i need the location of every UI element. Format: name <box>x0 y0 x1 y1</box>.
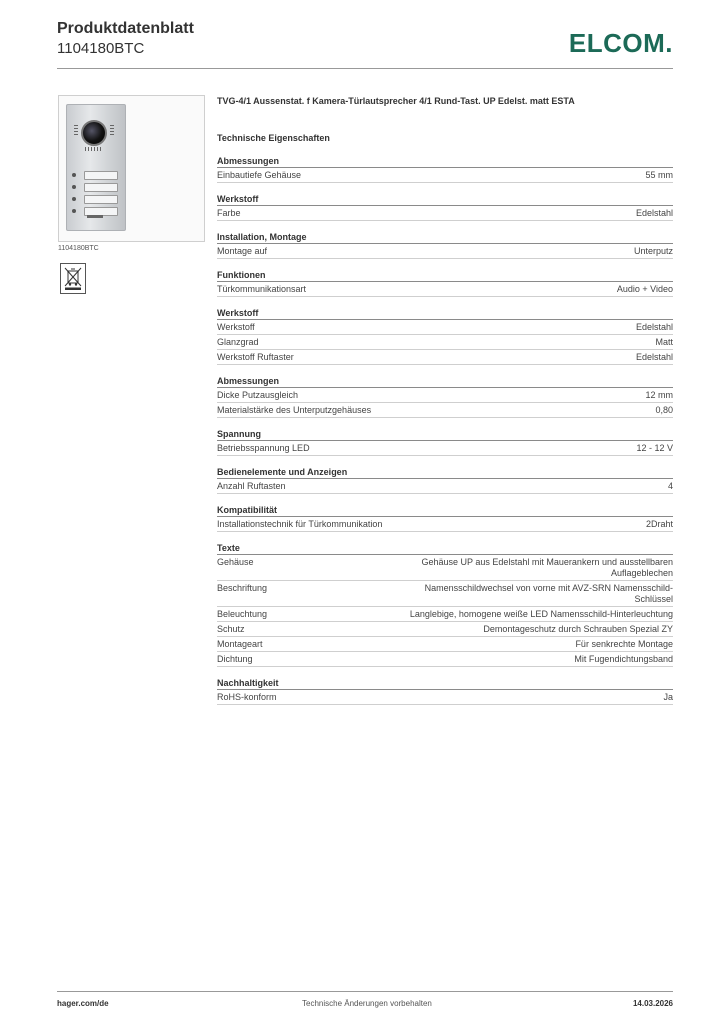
speaker-grille-icon <box>110 125 114 137</box>
property-label: RoHS-konform <box>217 692 277 702</box>
footer-website: hager.com/de <box>57 999 109 1008</box>
product-details <box>217 95 673 705</box>
property-groups <box>217 155 673 705</box>
property-row <box>217 168 673 183</box>
property-row <box>217 622 673 637</box>
property-group <box>217 677 673 705</box>
property-label: Farbe <box>217 208 241 218</box>
property-row <box>217 335 673 350</box>
document-title: Produktdatenblatt <box>57 20 194 37</box>
bell-button <box>72 171 118 179</box>
article-number: 1104180BTC <box>57 40 145 57</box>
property-value: Ja <box>663 692 673 702</box>
group-title: Nachhaltigkeit <box>217 677 673 690</box>
property-value: Unterputz <box>633 246 673 256</box>
property-row <box>217 244 673 259</box>
group-title: Abmessungen <box>217 155 673 168</box>
group-title: Werkstoff <box>217 193 673 206</box>
property-label: Einbautiefe Gehäuse <box>217 170 302 180</box>
property-value: 2Draht <box>645 519 673 529</box>
property-value: Demontageschutz durch Schrauben Spezial ZY <box>483 624 673 634</box>
property-label: Schutz <box>217 624 245 634</box>
property-value: 55 mm <box>645 170 673 180</box>
property-row <box>217 581 673 607</box>
image-caption: 1104180BTC <box>58 245 99 252</box>
property-label: Gehäuse <box>217 557 254 567</box>
property-group <box>217 155 673 183</box>
property-label: Installationstechnik für Türkommunikation <box>217 519 383 529</box>
property-row <box>217 403 673 418</box>
property-label: Betriebsspannung LED <box>217 443 310 453</box>
group-title: Spannung <box>217 428 673 441</box>
property-row <box>217 320 673 335</box>
property-row <box>217 388 673 403</box>
speaker-grille-icon <box>74 125 78 137</box>
section-title: Technische Eigenschaften <box>217 133 330 143</box>
property-row <box>217 607 673 622</box>
crossed-out-bin-icon <box>60 263 86 294</box>
elcom-logo: ELCOM. <box>568 28 673 58</box>
property-value: 0,80 <box>655 405 673 415</box>
group-title: Abmessungen <box>217 375 673 388</box>
property-label: Montageart <box>217 639 263 649</box>
property-value: Edelstahl <box>635 352 673 362</box>
header-divider <box>57 68 673 69</box>
property-value: Matt <box>655 337 673 347</box>
property-label: Türkommunikationsart <box>217 284 307 294</box>
bell-button <box>72 195 118 203</box>
property-value: Audio + Video <box>616 284 673 294</box>
property-group <box>217 542 673 667</box>
group-title: Bedienelemente und Anzeigen <box>217 466 673 479</box>
group-title: Werkstoff <box>217 307 673 320</box>
property-row <box>217 350 673 365</box>
property-group <box>217 307 673 365</box>
property-row <box>217 282 673 297</box>
microphone-grille-icon <box>85 147 101 151</box>
property-label: Werkstoff <box>217 322 255 332</box>
property-value: Namensschildwechsel von vorne mit AVZ-SRN Namensschild-Schlüssel <box>424 583 673 604</box>
property-value: 4 <box>667 481 673 491</box>
property-label: Beleuchtung <box>217 609 268 619</box>
door-station-panel <box>66 104 126 231</box>
property-row <box>217 479 673 494</box>
property-value: Langlebige, homogene weiße LED Namensschild-Hinterleuchtung <box>409 609 673 619</box>
property-label: Beschriftung <box>217 583 268 593</box>
property-value: 12 - 12 V <box>636 443 673 453</box>
footer-date: 14.03.2026 <box>632 999 673 1008</box>
product-heading: TVG-4/1 Aussenstat. f Kamera-Türlautsprecher 4/1 Rund-Tast. UP Edelst. matt ESTA <box>217 96 575 106</box>
property-group <box>217 231 673 259</box>
page-header <box>57 20 673 70</box>
property-label: Montage auf <box>217 246 268 256</box>
property-row <box>217 652 673 667</box>
group-title: Kompatibilität <box>217 504 673 517</box>
property-label: Anzahl Ruftasten <box>217 481 286 491</box>
property-value: Für senkrechte Montage <box>575 639 673 649</box>
product-image <box>58 95 205 242</box>
property-row <box>217 555 673 581</box>
group-title: Texte <box>217 542 673 555</box>
property-group <box>217 466 673 494</box>
property-group <box>217 375 673 418</box>
property-value: Gehäuse UP aus Edelstahl mit Mauerankern und ausstellbaren Auflageblechen <box>421 557 673 578</box>
property-value: Mit Fugendichtungsband <box>574 654 673 664</box>
property-label: Dicke Putzausgleich <box>217 390 299 400</box>
property-group <box>217 504 673 532</box>
property-row <box>217 517 673 532</box>
panel-brand-mark <box>87 215 103 218</box>
property-label: Glanzgrad <box>217 337 259 347</box>
property-value: Edelstahl <box>635 208 673 218</box>
property-value: 12 mm <box>645 390 673 400</box>
footer-disclaimer: Technische Änderungen vorbehalten <box>302 999 432 1008</box>
property-row <box>217 206 673 221</box>
property-group <box>217 428 673 456</box>
property-label: Materialstärke des Unterputzgehäuses <box>217 405 372 415</box>
footer-divider <box>57 991 673 992</box>
group-title: Installation, Montage <box>217 231 673 244</box>
property-label: Dichtung <box>217 654 253 664</box>
bell-button <box>72 183 118 191</box>
camera-lens-icon <box>81 120 107 146</box>
property-label: Werkstoff Ruftaster <box>217 352 294 362</box>
property-group <box>217 269 673 297</box>
bell-button <box>72 207 118 215</box>
property-group <box>217 193 673 221</box>
property-row <box>217 690 673 705</box>
property-row <box>217 637 673 652</box>
property-value: Edelstahl <box>635 322 673 332</box>
group-title: Funktionen <box>217 269 673 282</box>
property-row <box>217 441 673 456</box>
